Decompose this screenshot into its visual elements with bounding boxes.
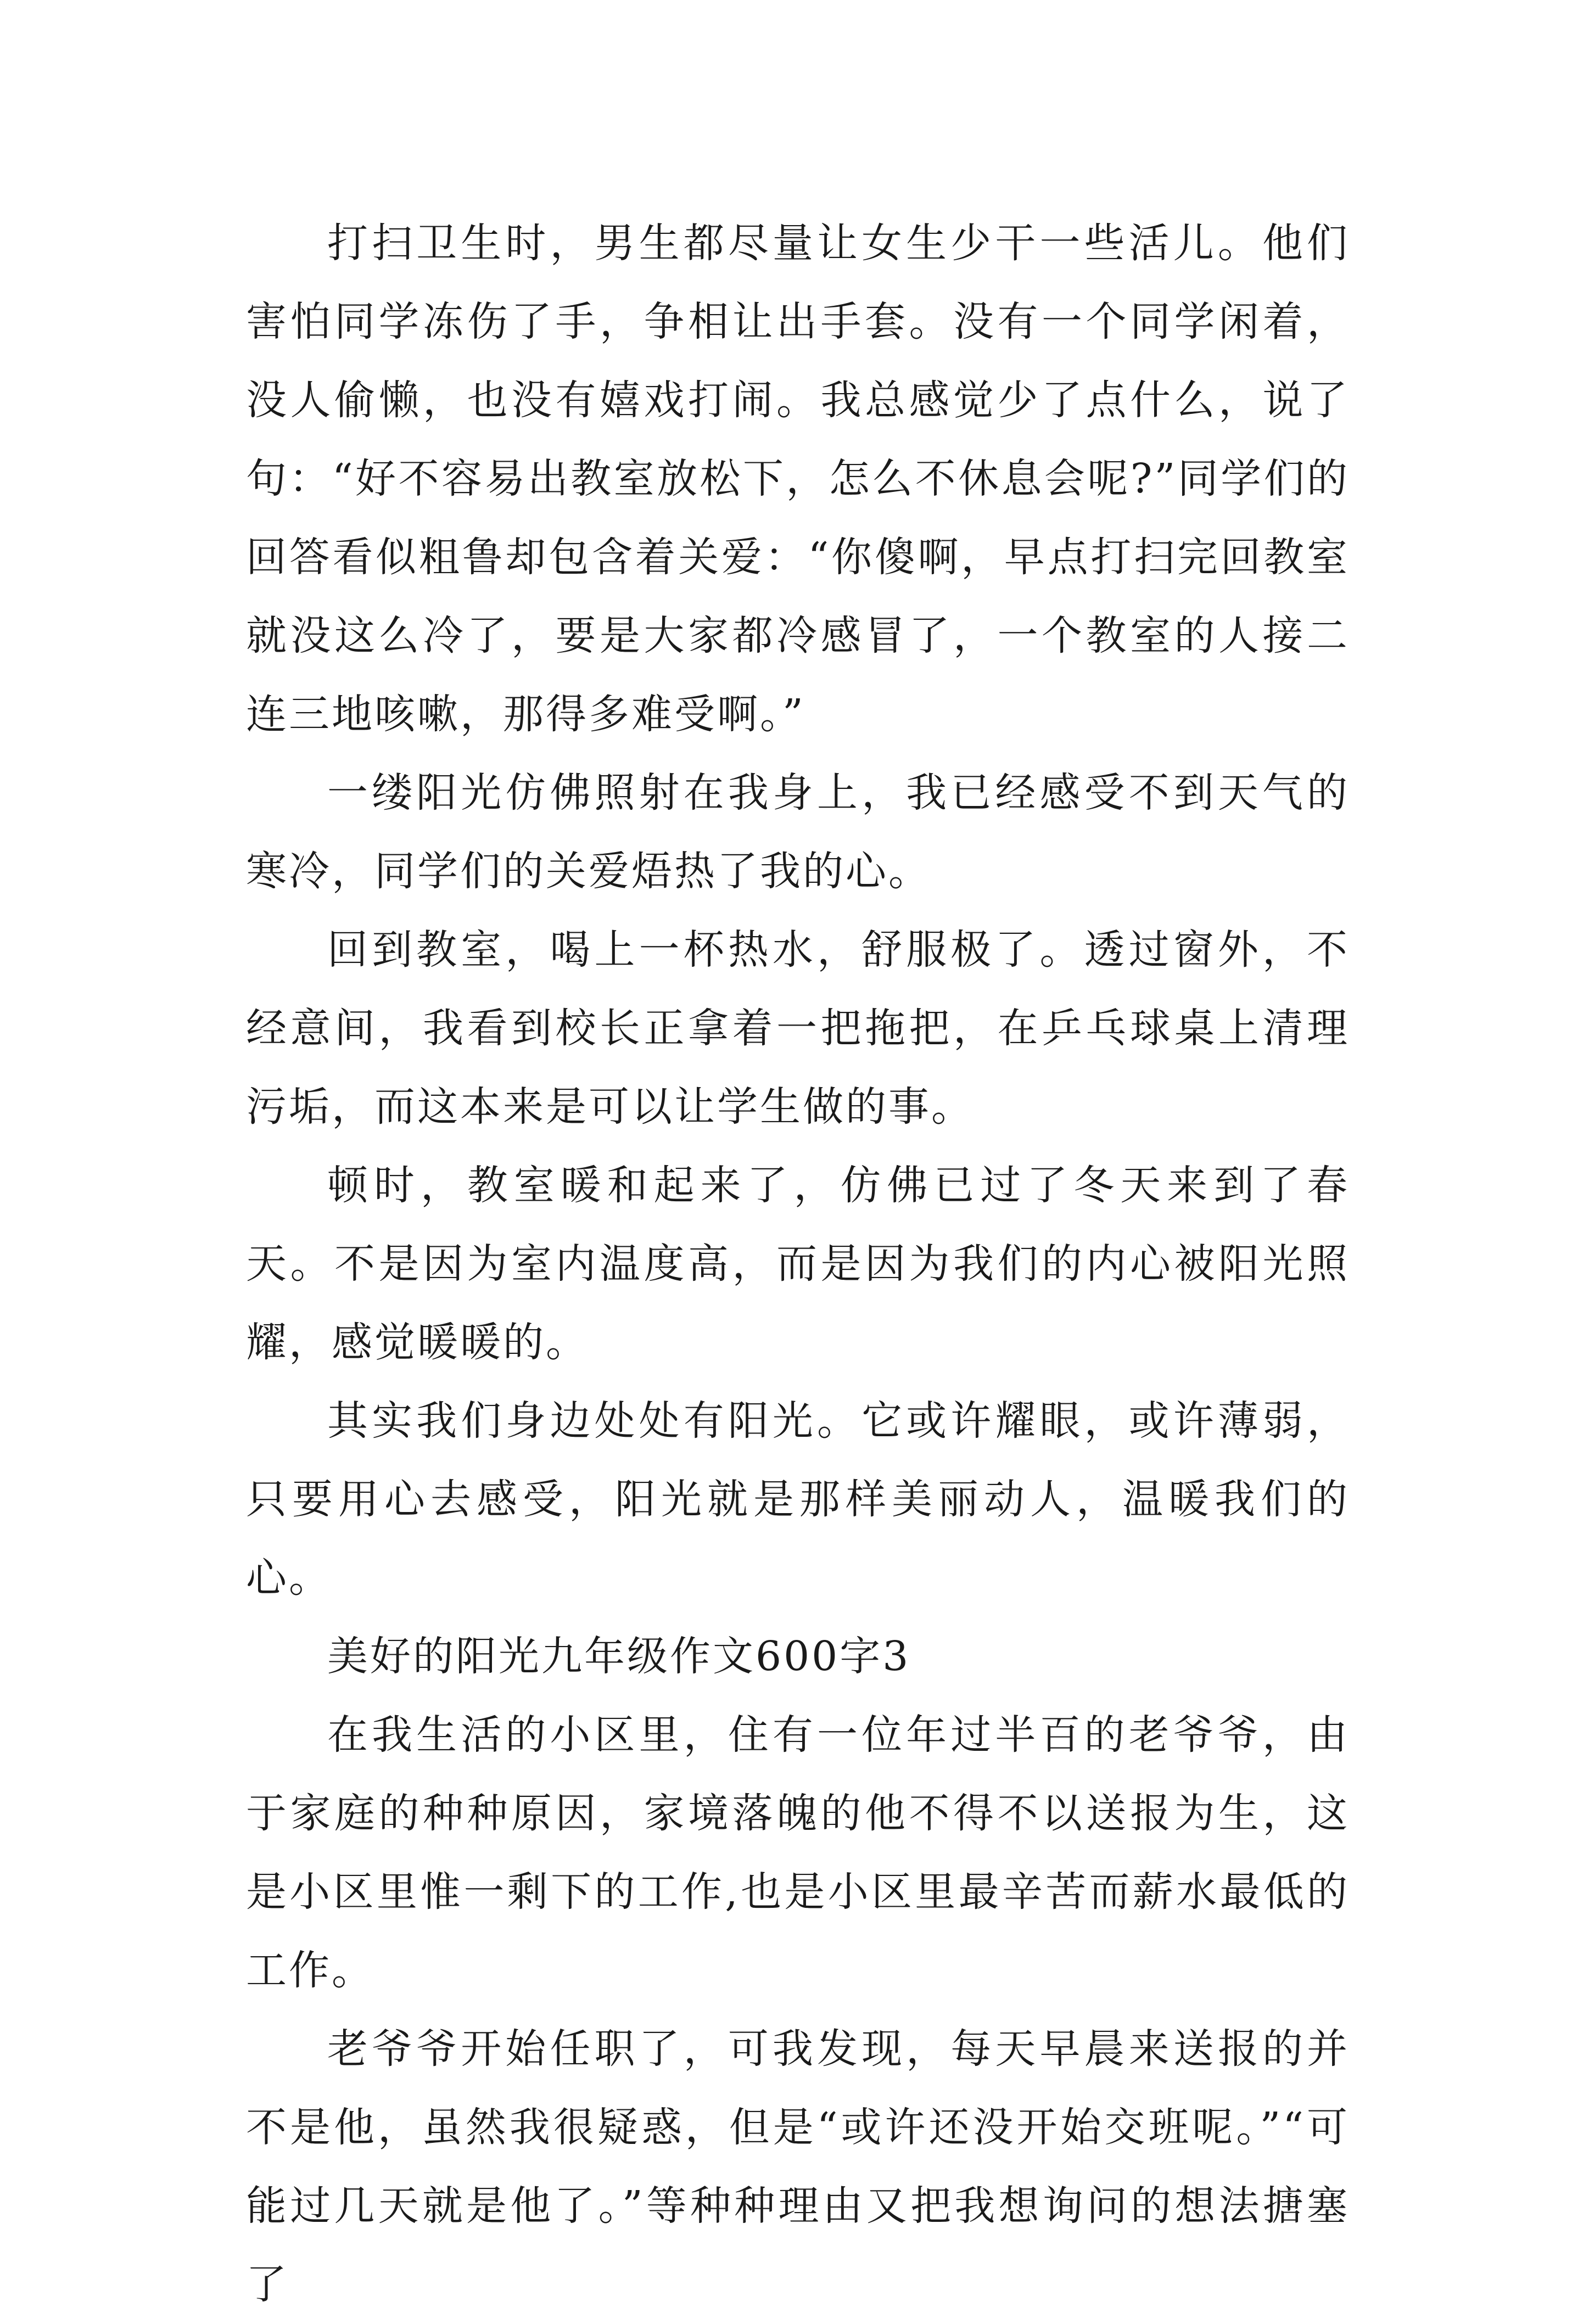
paragraph-classroom: 回到教室，喝上一杯热水，舒服极了。透过窗外，不经意间，我看到校长正拿着一把拖把，在乒乓球桌上清理污垢，而这本来是可以让学生做的事。 xyxy=(246,926,1350,1130)
paragraph-conclusion: 其实我们身边处处有阳光。它或许耀眼，或许薄弱，只要用心去感受，阳光就是那样美丽动人，温暖我们的心。 xyxy=(246,1397,1350,1601)
paragraph-cleaning: 打扫卫生时，男生都尽量让女生少干一些活儿。他们害怕同学冻伤了手，争相让出手套。没有一个同学闲着，没人偷懒，也没有嬉戏打闹。我总感觉少了点什么，说了句：“好不容易出教室放松下，怎么不休息会呢?”同学们的回答看似粗鲁却包含着关爱：“你傻啊，早点打扫完回教室就没这么冷了，要是大家都冷感冒了，一个教室的人接二连三地咳嗽，那得多难受啊。” xyxy=(246,220,1350,738)
paragraph-sunlight: 一缕阳光仿佛照射在我身上，我已经感受不到天气的寒冷，同学们的关爱焐热了我的心。 xyxy=(246,769,1350,895)
document-body xyxy=(246,204,1350,2324)
paragraph-neighborhood: 在我生活的小区里，住有一位年过半百的老爷爷，由于家庭的种种原因，家境落魄的他不得不以送报为生，这是小区里惟一剩下的工作,也是小区里最辛苦而薪水最低的工作。 xyxy=(246,1711,1350,1994)
essay-heading: 美好的阳光九年级作文600字3 xyxy=(327,1633,911,1680)
paragraph-newspaper: 老爷爷开始任职了，可我发现，每天早晨来送报的并不是他，虽然我很疑惑，但是“或许还没开始交班呢。”“可能过几天就是他了。”等种种理由又把我想询问的想法搪塞了 xyxy=(246,2025,1350,2308)
paragraph-warmth: 顿时，教室暖和起来了，仿佛已过了冬天来到了春天。不是因为室内温度高，而是因为我们的内心被阳光照耀，感觉暖暖的。 xyxy=(246,1162,1350,1366)
